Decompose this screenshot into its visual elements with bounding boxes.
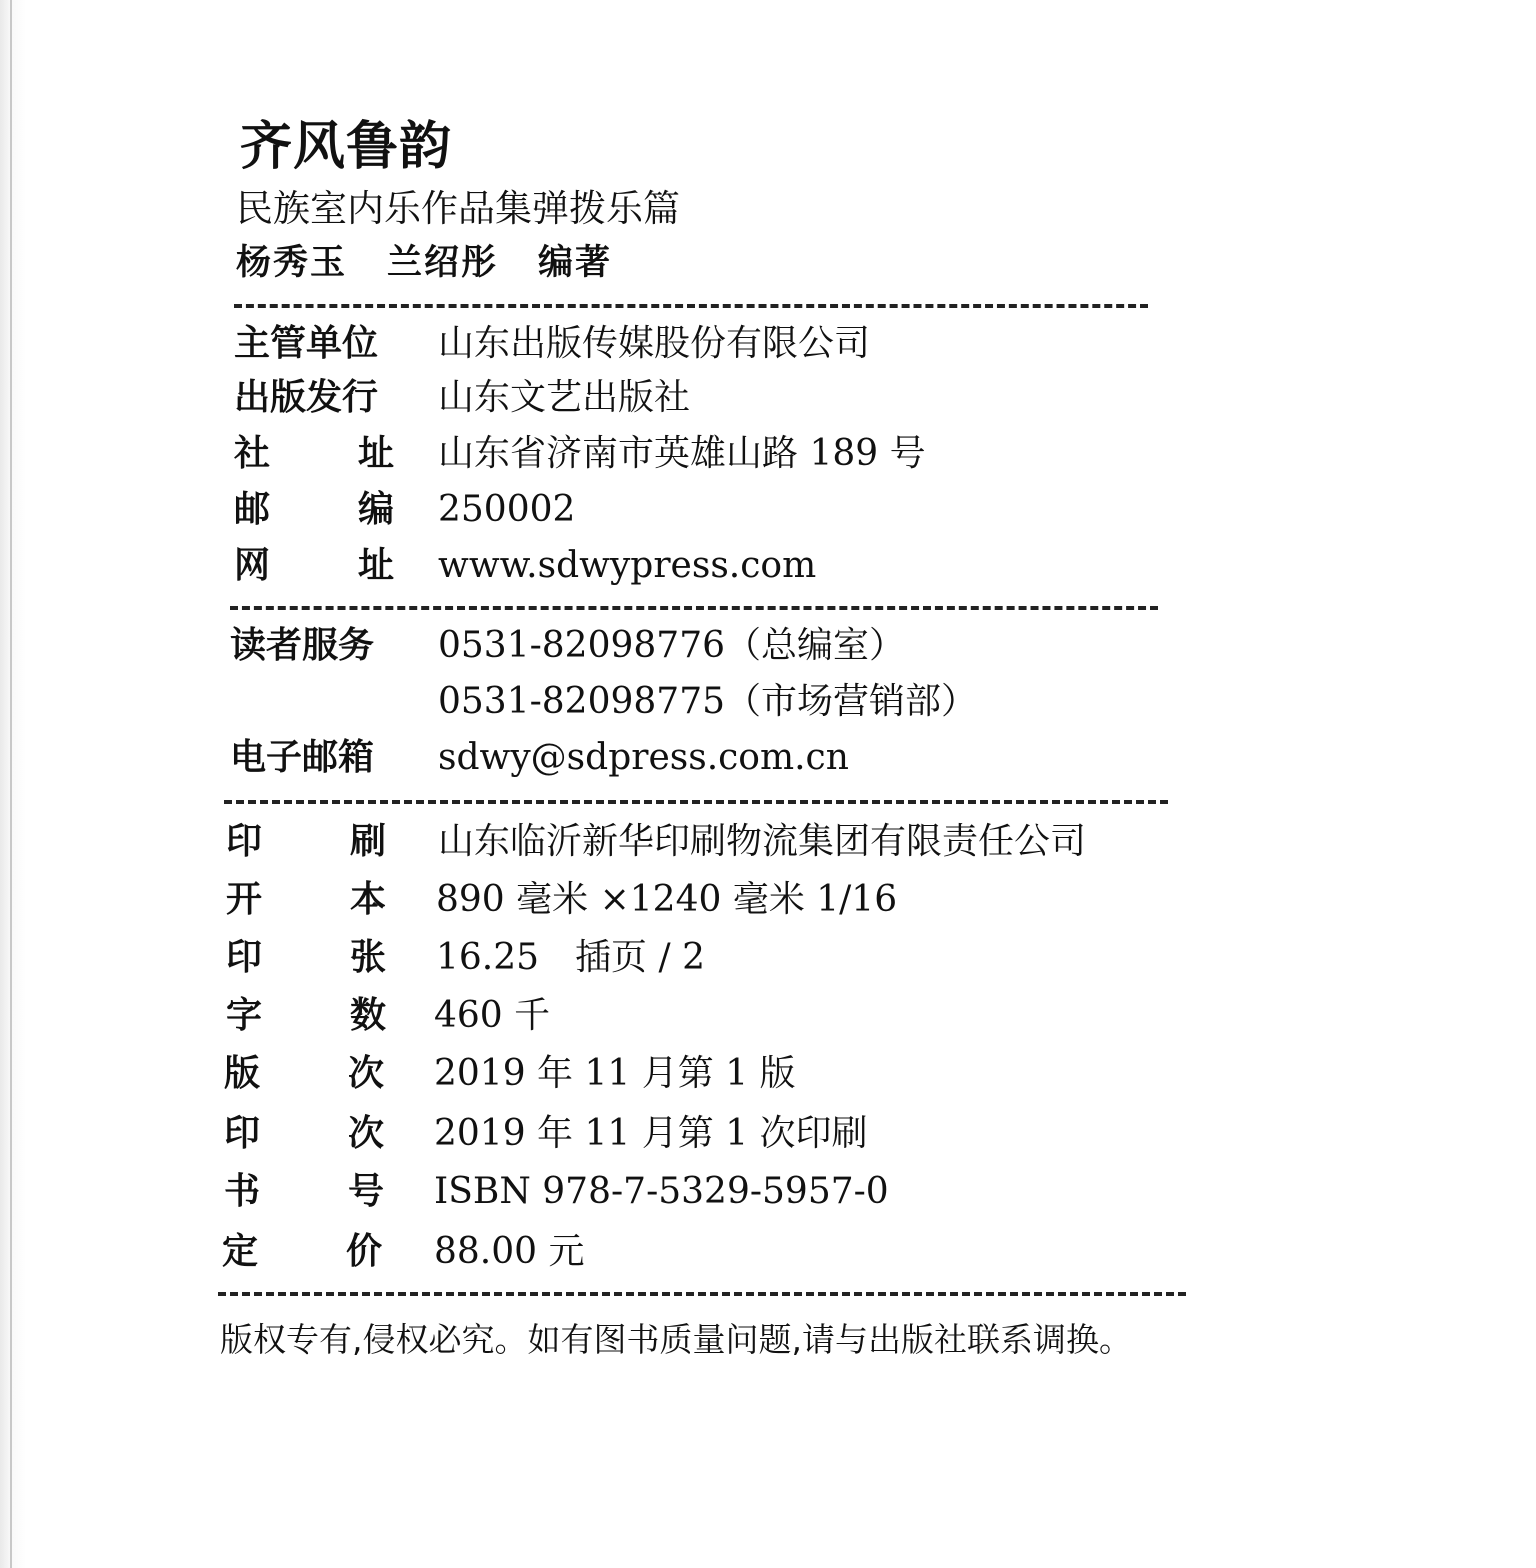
label-char: 数: [349, 995, 386, 1036]
label-char: 版: [224, 1053, 261, 1094]
label-char: 开: [226, 879, 263, 920]
row-label: [226, 930, 386, 986]
row-value: 山东省济南市英雄山路 189 号: [438, 433, 926, 474]
row-value: ISBN 978-7-5329-5957-0: [434, 1171, 889, 1212]
label-char: 书: [224, 1171, 261, 1212]
label-char: 定: [222, 1231, 259, 1272]
info-row-isbn: [224, 1164, 944, 1220]
label-char: 社: [234, 433, 271, 474]
info-row-phone-marketing: [230, 674, 990, 730]
book-title: 齐风鲁韵: [240, 117, 453, 177]
divider: [218, 1292, 1186, 1296]
row-value: 890 毫米 ×1240 毫米 1/16: [436, 879, 898, 920]
label-text: 读者服务: [230, 625, 375, 666]
row-label: [234, 370, 394, 426]
info-row-postcode: [234, 482, 934, 538]
label-char: 刷: [349, 821, 386, 862]
label-char: 次: [347, 1113, 384, 1154]
book-subtitle: 民族室内乐作品集弹拨乐篇: [236, 187, 680, 230]
row-label: [224, 1106, 384, 1162]
row-value: 山东临沂新华印刷物流集团有限责任公司: [438, 821, 1087, 862]
phone-editorial: 0531-82098776（总编室）: [438, 625, 906, 666]
label-char: 址: [357, 545, 394, 586]
email-address: sdwy@sdpress.com.cn: [438, 737, 849, 778]
info-row-reader-service: [230, 618, 930, 674]
label-text: 主管单位: [234, 323, 379, 364]
divider: [234, 304, 1148, 308]
info-row-email: [230, 730, 930, 786]
divider: [230, 606, 1158, 610]
info-row-supervisor: [234, 316, 934, 372]
info-row-sheets: [226, 930, 926, 986]
row-value: 250002: [438, 489, 576, 530]
info-row-printer: [226, 814, 1186, 870]
author-name: 兰绍彤: [387, 242, 499, 283]
label-char: 次: [347, 1053, 384, 1094]
info-row-publisher: [234, 370, 934, 426]
info-row-word-count: [226, 988, 926, 1044]
row-label: [230, 618, 390, 674]
row-label: [222, 1224, 382, 1280]
row-label: [226, 872, 386, 928]
label-text: 电子邮箱: [230, 737, 375, 778]
row-label: [234, 538, 394, 594]
author-role: 编著: [538, 242, 613, 283]
info-row-edition: [224, 1046, 924, 1102]
row-value: 山东出版传媒股份有限公司: [438, 323, 871, 364]
label-char: 字: [226, 995, 263, 1036]
label-char: 网: [234, 545, 271, 586]
row-label: [234, 482, 394, 538]
row-label: [230, 730, 390, 786]
info-row-price: [222, 1224, 922, 1280]
label-char: 印: [226, 821, 263, 862]
label-char: 印: [224, 1113, 261, 1154]
authors-line: [236, 238, 612, 288]
row-value: 460 千: [434, 995, 551, 1036]
label-char: 价: [345, 1231, 382, 1272]
page-edge-shadow: [10, 0, 12, 1568]
row-label: [224, 1046, 384, 1102]
copyright-notice: 版权专有,侵权必究。如有图书质量问题,请与出版社联系调换。: [220, 1320, 1132, 1359]
phone-marketing: 0531-82098775（市场营销部）: [438, 681, 978, 722]
label-text: 出版发行: [234, 377, 379, 418]
row-label: [234, 316, 394, 372]
divider: [224, 800, 1168, 804]
row-value: www.sdwypress.com: [438, 545, 817, 586]
row-value: 16.25 插页 / 2: [436, 937, 705, 978]
row-value: 2019 年 11 月第 1 版: [434, 1053, 796, 1094]
info-row-website: [234, 538, 934, 594]
author-name: 杨秀玉: [236, 242, 348, 283]
info-row-format: [226, 872, 986, 928]
label-char: 址: [357, 433, 394, 474]
info-row-impression: [224, 1106, 924, 1162]
row-label: [234, 426, 394, 482]
label-char: 张: [349, 937, 386, 978]
label-char: 印: [226, 937, 263, 978]
row-label: [226, 814, 386, 870]
row-value: 88.00 元: [434, 1231, 585, 1272]
row-label: [224, 1164, 384, 1220]
row-label: [226, 988, 386, 1044]
label-char: 编: [357, 489, 394, 530]
info-row-address: [234, 426, 974, 482]
label-char: 本: [349, 879, 386, 920]
row-value: 2019 年 11 月第 1 次印刷: [434, 1113, 868, 1154]
row-value: 山东文艺出版社: [438, 377, 691, 418]
label-char: 号: [347, 1171, 384, 1212]
label-char: 邮: [234, 489, 271, 530]
